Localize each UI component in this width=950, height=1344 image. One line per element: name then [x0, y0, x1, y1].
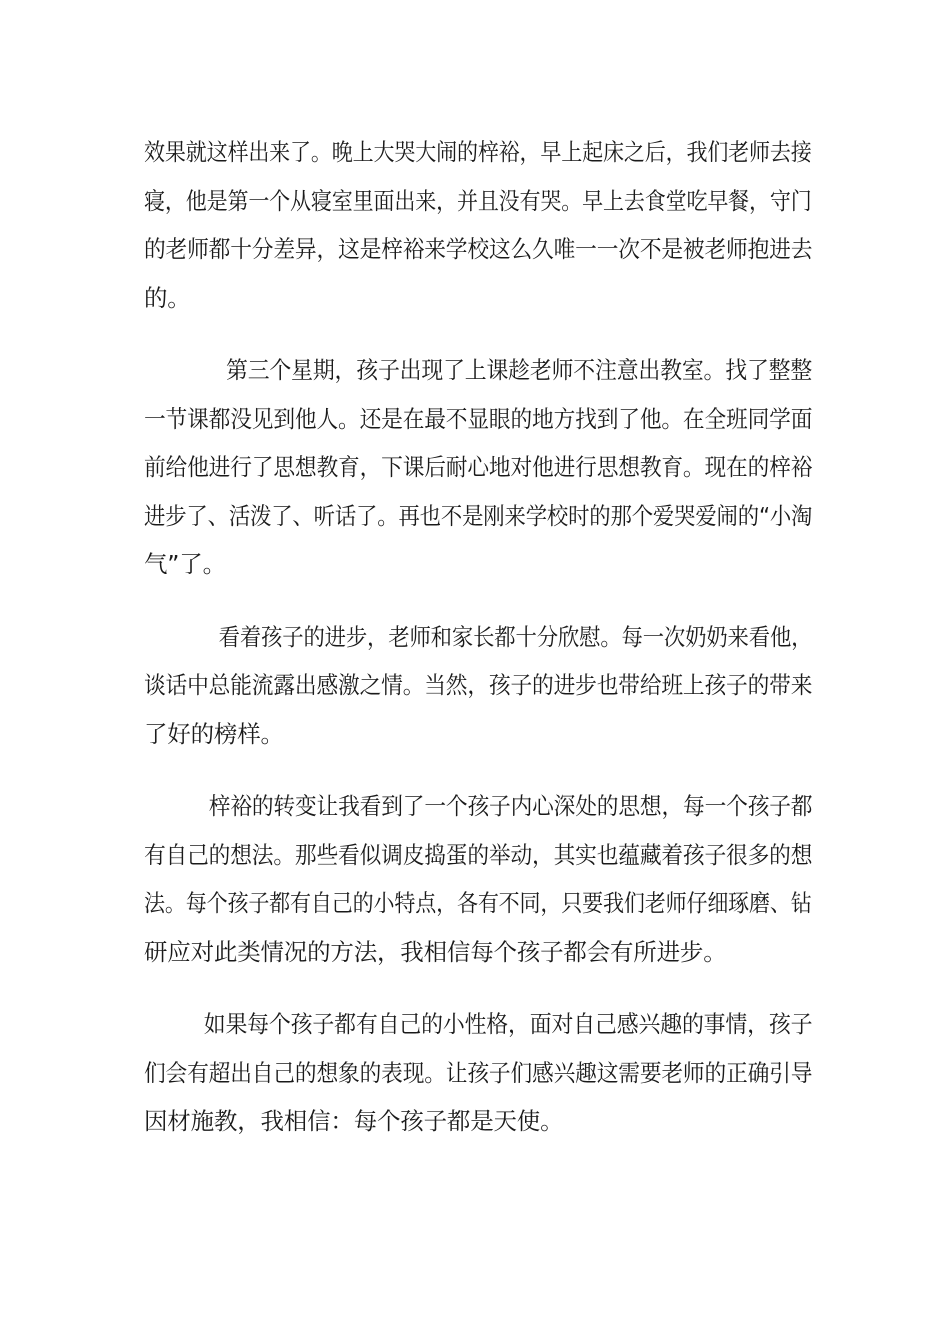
paragraph	[144, 128, 812, 322]
text-line: 一节课都没见到他人。还是在最不显眼的地方找到了他。在全班同学面	[144, 404, 813, 433]
text-line: 的。	[144, 283, 191, 312]
text-line: 看着孩子的进步，老师和家长都十分欣慰。每一次奶奶来看他，	[218, 622, 813, 651]
text-line: 了好的榜样。	[144, 719, 284, 748]
text-line: 因材施教，我相信：每个孩子都是天使。	[144, 1107, 564, 1135]
text-line: 效果就这样出来了。晚上大哭大闹的梓裕，早上起床之后，我们老师去接	[144, 138, 812, 166]
text-line: 的老师都十分差异，这是梓裕来学校这么久唯一一次不是被老师抱进去	[144, 235, 813, 263]
text-line: 如果每个孩子都有自己的小性格，面对自己感兴趣的事情，孩子	[203, 1010, 813, 1038]
text-line: 气”了。	[144, 550, 226, 578]
text-line: 们会有超出自己的想象的表现。让孩子们感兴趣这需要老师的正确引导	[144, 1058, 813, 1087]
text-line: 第三个星期，孩子出现了上课趁老师不注意出教室。找了整整	[225, 356, 813, 384]
text-line: 梓裕的转变让我看到了一个孩子内心深处的思想，每一个孩子都	[208, 792, 813, 820]
text-line: 法。每个孩子都有自己的小特点，各有不同，只要我们老师仔细琢磨、钻	[144, 889, 812, 917]
text-line: 谈话中总能流露出感激之情。当然，孩子的进步也带给班上孩子的带来	[144, 671, 813, 699]
paragraph	[144, 782, 812, 976]
text-line: 前给他进行了思想教育，下课后耐心地对他进行思想教育。现在的梓裕	[144, 453, 813, 481]
paragraph	[144, 613, 812, 759]
document-body	[144, 128, 812, 1170]
paragraph	[144, 346, 812, 589]
text-line: 进步了、活泼了、听话了。再也不是刚来学校时的那个爱哭爱闹的“小淘	[144, 501, 813, 530]
text-line: 有自己的想法。那些看似调皮捣蛋的举动，其实也蕴藏着孩子很多的想	[144, 840, 813, 869]
text-line: 研应对此类情况的方法，我相信每个孩子都会有所进步。	[144, 937, 727, 966]
paragraph	[144, 1000, 812, 1146]
text-line: 寝，他是第一个从寝室里面出来，并且没有哭。早上去食堂吃早餐，守门	[144, 186, 812, 215]
